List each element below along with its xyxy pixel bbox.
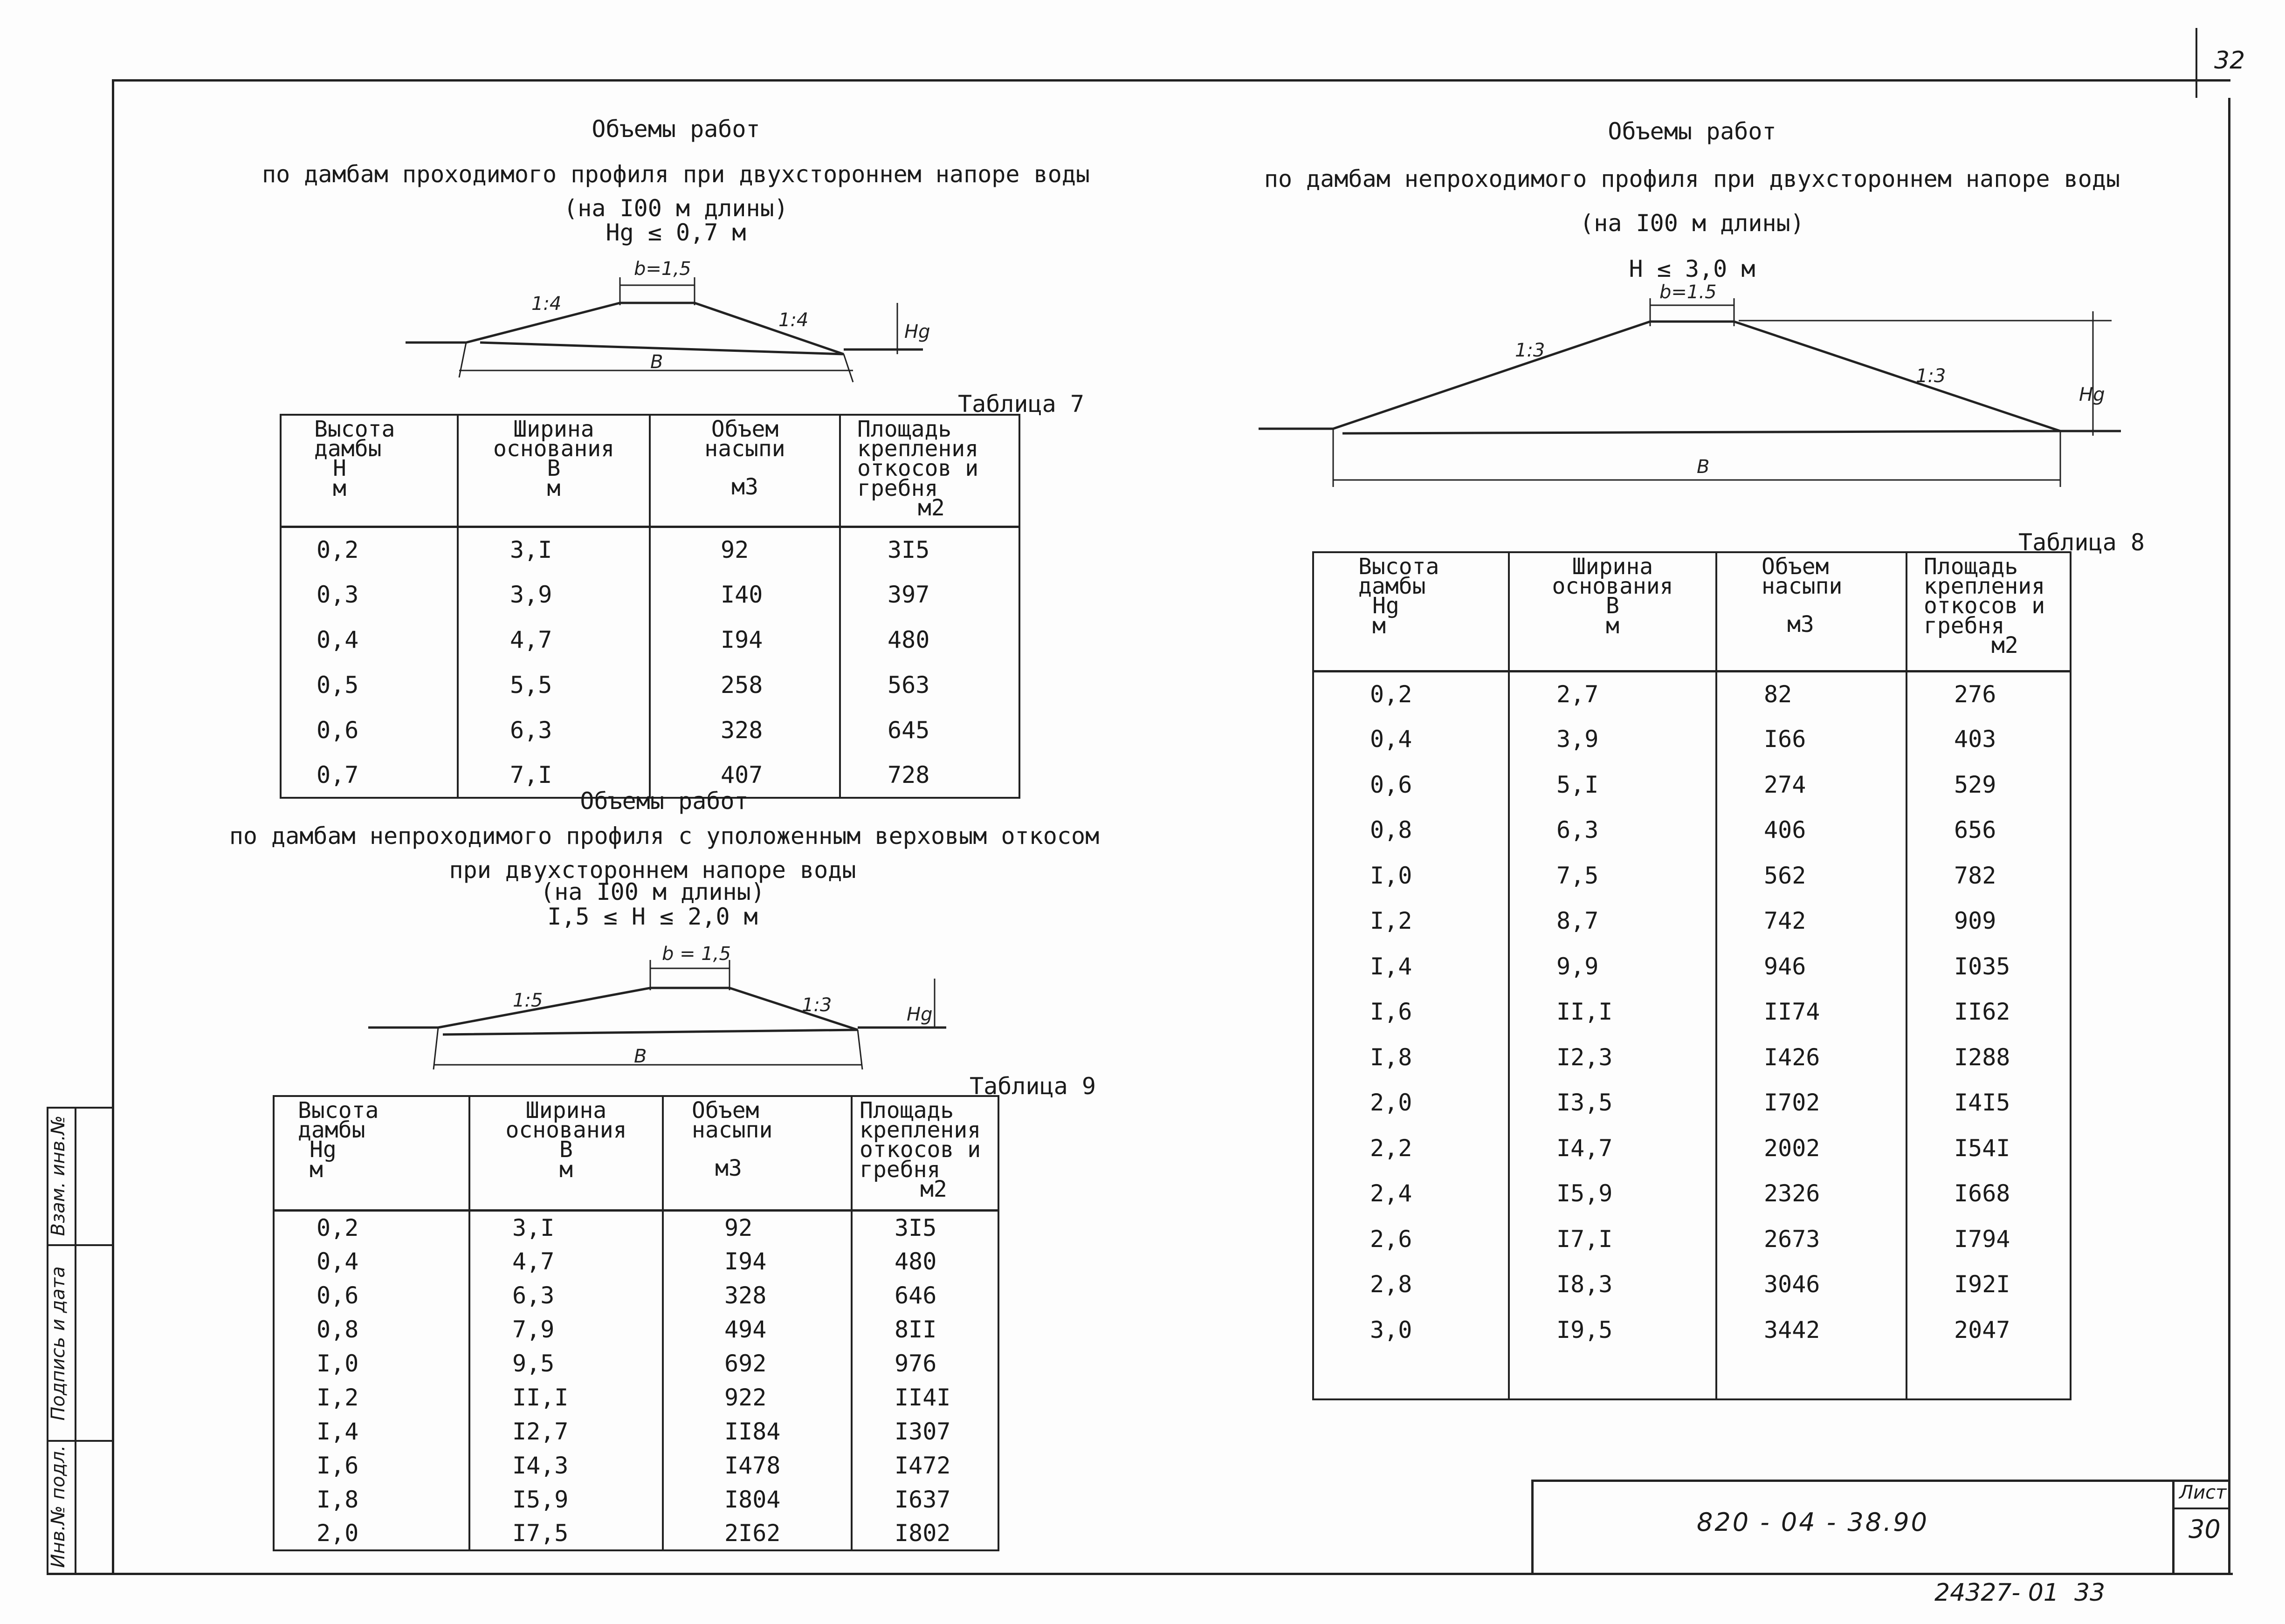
table8-row [1313, 717, 2071, 762]
table8-caption: Таблица 8 [2018, 529, 2145, 556]
table7-header-height: Высота дамбы H м [281, 415, 458, 527]
table8-cell: I288 [1906, 1035, 2071, 1080]
table9-cell: I478 [663, 1448, 852, 1482]
table7-cell: 0,7 [281, 753, 458, 798]
table9-cell: 328 [663, 1278, 852, 1312]
table9-cell: I,6 [274, 1448, 469, 1482]
table9-cell: I,0 [274, 1346, 469, 1380]
table8-cell: 782 [1906, 853, 2071, 898]
table9-heading-4: (на I00 м длины) [540, 878, 765, 905]
table7-cell: 5,5 [458, 662, 650, 707]
table9-cell: 922 [663, 1380, 852, 1414]
table7-cell: 0,6 [281, 707, 458, 753]
table9-cell: II,I [469, 1380, 663, 1414]
table7-cell: 480 [840, 617, 1019, 662]
table9-header-height: Высота дамбы Hg м [274, 1096, 469, 1210]
table8-cell: 3,0 [1313, 1307, 1509, 1353]
table8-cell: 8,7 [1509, 898, 1716, 944]
table8-cell: 403 [1906, 717, 2071, 762]
table9-header-area: Площадь крепления откосов и гребня м2 [852, 1096, 998, 1210]
table9-header-width: Ширина основания B м [469, 1096, 663, 1210]
table7-cell: 0,3 [281, 572, 458, 617]
table8-row [1313, 853, 2071, 898]
table8-cell: I,2 [1313, 898, 1509, 944]
table7-header-area: Площадь крепления откосов и гребня м2 [840, 415, 1019, 527]
table8-heading-1: Объемы работ [1608, 118, 1776, 145]
table9-cell: 92 [663, 1210, 852, 1244]
table8-cell: 656 [1906, 808, 2071, 853]
table8-cell: 82 [1716, 671, 1906, 717]
table9-cell: I4,3 [469, 1448, 663, 1482]
table8-cell: 5,I [1509, 762, 1716, 808]
table9-cell: 480 [852, 1244, 998, 1278]
table7-cell: 407 [650, 753, 840, 798]
titleblock-div [2172, 1480, 2175, 1575]
table8-cell: 3442 [1716, 1307, 1906, 1353]
table7-crest-label: b=1,5 [634, 258, 691, 280]
table9-cell: 9,5 [469, 1346, 663, 1380]
table8-height-label: Hg [2079, 384, 2105, 405]
table9-cell: 0,6 [274, 1278, 469, 1312]
table8-spacer-cell [1716, 1353, 1906, 1399]
table8-cell: 276 [1906, 671, 2071, 717]
table8-row [1313, 944, 2071, 989]
table7-cell: 7,I [458, 753, 650, 798]
table9-cell: 7,9 [469, 1312, 663, 1346]
table8-cell: 2,4 [1313, 1171, 1509, 1217]
table9-cell: 3I5 [852, 1210, 998, 1244]
table8-row [1313, 808, 2071, 853]
table9-height-label: Hg [907, 1004, 933, 1025]
table8-header-height: Высота дамбы Hg м [1313, 552, 1509, 671]
table9-cell: II84 [663, 1414, 852, 1448]
table9-cell: I2,7 [469, 1414, 663, 1448]
table7-cell: 4,7 [458, 617, 650, 662]
table8-cell: 2,7 [1509, 671, 1716, 717]
table8-cell: I702 [1716, 1080, 1906, 1126]
table9-cell: II4I [852, 1380, 998, 1414]
table7-cell: 397 [840, 572, 1019, 617]
table8-cell: 2,0 [1313, 1080, 1509, 1126]
table8-cell: I794 [1906, 1216, 2071, 1262]
table9-cell: 0,8 [274, 1312, 469, 1346]
table7-heading-2: по дамбам проходимого профиля при двухстороннем напоре воды [262, 161, 1090, 188]
table8-spacer-row [1313, 1353, 2071, 1399]
table8-cell: 0,8 [1313, 808, 1509, 853]
table8-cell: 0,6 [1313, 762, 1509, 808]
table8-cell: II62 [1906, 989, 2071, 1035]
table8-cell: 2047 [1906, 1307, 2071, 1353]
table8-cell: I5,9 [1509, 1171, 1716, 1217]
table8-cell: 562 [1716, 853, 1906, 898]
page-number: 32 [2214, 47, 2245, 75]
table7-height-label: Hg [904, 321, 930, 343]
table8-cell: II74 [1716, 989, 1906, 1035]
table9-cell: 494 [663, 1312, 852, 1346]
table8-cell: 946 [1716, 944, 1906, 989]
table8-cell: I54I [1906, 1125, 2071, 1171]
table7-heading-1: Объемы работ [592, 116, 760, 143]
table9-cell: I472 [852, 1448, 998, 1482]
table9-cell: 2,0 [274, 1516, 469, 1550]
table9-heading-3: при двухстороннем напоре воды [449, 857, 856, 884]
table8-row [1313, 898, 2071, 944]
table8-cell: I,6 [1313, 989, 1509, 1035]
table8-row [1313, 989, 2071, 1035]
table9-cell: 4,7 [469, 1244, 663, 1278]
table8-row [1313, 1171, 2071, 1217]
table7-cell: 3I5 [840, 527, 1019, 572]
table8-header-area: Площадь крепления откосов и гребня м2 [1906, 552, 2071, 671]
table8-body [1313, 671, 2071, 1399]
table7-base-label: B [650, 351, 663, 373]
table9-heading-2: по дамбам непроходимого профиля с уположенным верховым откосом [229, 822, 1100, 850]
table8-cell: I426 [1716, 1035, 1906, 1080]
table8-heading-2: по дамбам непроходимого профиля при двухстороннем напоре воды [1264, 165, 2120, 192]
table7-cell: 0,4 [281, 617, 458, 662]
table8-cell: 742 [1716, 898, 1906, 944]
table8-cell: 529 [1906, 762, 2071, 808]
table7-cell: 92 [650, 527, 840, 572]
table9-cell: I,4 [274, 1414, 469, 1448]
table8-row [1313, 762, 2071, 808]
sheet-number: 30 [2189, 1514, 2221, 1544]
table8-cell: 406 [1716, 808, 1906, 853]
table8-cell: 274 [1716, 762, 1906, 808]
table8-cell: I92I [1906, 1262, 2071, 1308]
table9-cell: 976 [852, 1346, 998, 1380]
table8-heading-3: (на I00 м длины) [1580, 210, 1804, 237]
table8-cell: 3,9 [1509, 717, 1716, 762]
table8-row [1313, 1262, 2071, 1308]
sheet-label: Лист [2179, 1482, 2227, 1503]
stamp-field-signature: Подпись и дата [48, 1266, 69, 1421]
table9-cell: I,8 [274, 1482, 469, 1516]
table7-cell: 563 [840, 662, 1019, 707]
table7-slope-right-label: 1:4 [778, 309, 809, 331]
table8-row [1313, 1125, 2071, 1171]
table7-cell: 728 [840, 753, 1019, 798]
table8-cell: 0,2 [1313, 671, 1509, 717]
table8-heading-4: H ≤ 3,0 м [1629, 255, 1755, 282]
table8-cell: I4I5 [1906, 1080, 2071, 1126]
table9-cell: 646 [852, 1278, 998, 1312]
stamp-field-replacement: Взам. инв.№ [48, 1115, 69, 1236]
table9-caption: Таблица 9 [970, 1073, 1096, 1100]
table8-slope-right-label: 1:3 [1916, 365, 1946, 387]
table7-heading-3: (на I00 м длины) [564, 195, 788, 222]
table9-base-label: B [634, 1046, 647, 1067]
table9-cell: I5,9 [469, 1482, 663, 1516]
table8-cell: I668 [1906, 1171, 2071, 1217]
table8-cell: 0,4 [1313, 717, 1509, 762]
table8-spacer-cell [1906, 1353, 2071, 1399]
table8-cell: I66 [1716, 717, 1906, 762]
table7-cell: 3,I [458, 527, 650, 572]
table8-slope-left-label: 1:3 [1515, 340, 1545, 361]
table8-cell: 3046 [1716, 1262, 1906, 1308]
table8-cell: I035 [1906, 944, 2071, 989]
table8-spacer-cell [1313, 1353, 1509, 1399]
table8-cell: 2,2 [1313, 1125, 1509, 1171]
table7-cell: 3,9 [458, 572, 650, 617]
table8-header-volume: Объем насыпи м3 [1716, 552, 1906, 671]
table8-cell: I7,I [1509, 1216, 1716, 1262]
table8-cell: I2,3 [1509, 1035, 1716, 1080]
table9-cell: I802 [852, 1516, 998, 1550]
table8-cell: I8,3 [1509, 1262, 1716, 1308]
table9-slope-right-label: 1:3 [802, 994, 832, 1016]
stamp-field-inv-no: Инв.№ подл. [48, 1445, 69, 1568]
table9-cell: I804 [663, 1482, 852, 1516]
table8-cell: II,I [1509, 989, 1716, 1035]
table8-cell: 2673 [1716, 1216, 1906, 1262]
table8-cell: 9,9 [1509, 944, 1716, 989]
table8-row [1313, 671, 2071, 717]
table8-cell: I9,5 [1509, 1307, 1716, 1353]
table7-cell: I40 [650, 572, 840, 617]
doc-code: 820 - 04 - 38.90 [1697, 1508, 1929, 1537]
table9-cell: 0,4 [274, 1244, 469, 1278]
table8-row [1313, 1216, 2071, 1262]
table8-cell: 2,8 [1313, 1262, 1509, 1308]
table8-cell: 7,5 [1509, 853, 1716, 898]
table8-row [1313, 1080, 2071, 1126]
titleblock-left [1531, 1480, 1534, 1575]
table9-cell: I7,5 [469, 1516, 663, 1550]
table9-header-volume: Объем насыпи м3 [663, 1096, 852, 1210]
table9-heading-1: Объемы работ [580, 788, 749, 815]
table7-cell: I94 [650, 617, 840, 662]
table8-crest-label: b=1.5 [1659, 281, 1717, 303]
table8-cell: I4,7 [1509, 1125, 1716, 1171]
table7-cell: 0,2 [281, 527, 458, 572]
table8-spacer-cell [1509, 1353, 1716, 1399]
table9-cell: 692 [663, 1346, 852, 1380]
table8-cell: 2326 [1716, 1171, 1906, 1217]
table9-cell: I94 [663, 1244, 852, 1278]
table9-cell: 3,I [469, 1210, 663, 1244]
table7-cell: 258 [650, 662, 840, 707]
table8-cell: I,0 [1313, 853, 1509, 898]
titleblock-sheet-rule [2172, 1508, 2228, 1509]
table9-slope-left-label: 1:5 [513, 990, 543, 1011]
archive-number: 24327- 01 33 [1934, 1579, 2106, 1607]
table7-cell: 328 [650, 707, 840, 753]
table8-row [1313, 1307, 2071, 1353]
table9-cell: 0,2 [274, 1210, 469, 1244]
table7-header-volume: Объем насыпи м3 [650, 415, 840, 527]
table9-cell: 2I62 [663, 1516, 852, 1550]
table9-cell: 6,3 [469, 1278, 663, 1312]
table7-cell: 0,5 [281, 662, 458, 707]
table9-cell: I,2 [274, 1380, 469, 1414]
table8 [1312, 551, 2072, 1400]
table9-heading-5: I,5 ≤ H ≤ 2,0 м [547, 903, 758, 930]
titleblock-top [1531, 1480, 2228, 1482]
table8-header-width: Ширина основания B м [1509, 552, 1716, 671]
table8-row [1313, 1035, 2071, 1080]
table7-slope-left-label: 1:4 [531, 293, 562, 315]
table8-cell: 2002 [1716, 1125, 1906, 1171]
table9-cell: I307 [852, 1414, 998, 1448]
table7-header-width: Ширина основания B м [458, 415, 650, 527]
table8-cell: 6,3 [1509, 808, 1716, 853]
table7-cell: 645 [840, 707, 1019, 753]
table8-base-label: B [1697, 456, 1710, 478]
table9-cell: I637 [852, 1482, 998, 1516]
table7-heading-4: Hg ≤ 0,7 м [606, 219, 746, 246]
table8-cell: 909 [1906, 898, 2071, 944]
table8-cell: I3,5 [1509, 1080, 1716, 1126]
table8-cell: I,8 [1313, 1035, 1509, 1080]
table7-caption: Таблица 7 [958, 391, 1084, 418]
table9-crest-label: b = 1,5 [662, 943, 731, 965]
table8-cell: 2,6 [1313, 1216, 1509, 1262]
table8-cell: I,4 [1313, 944, 1509, 989]
table7-cell: 6,3 [458, 707, 650, 753]
table9-cell: 8II [852, 1312, 998, 1346]
